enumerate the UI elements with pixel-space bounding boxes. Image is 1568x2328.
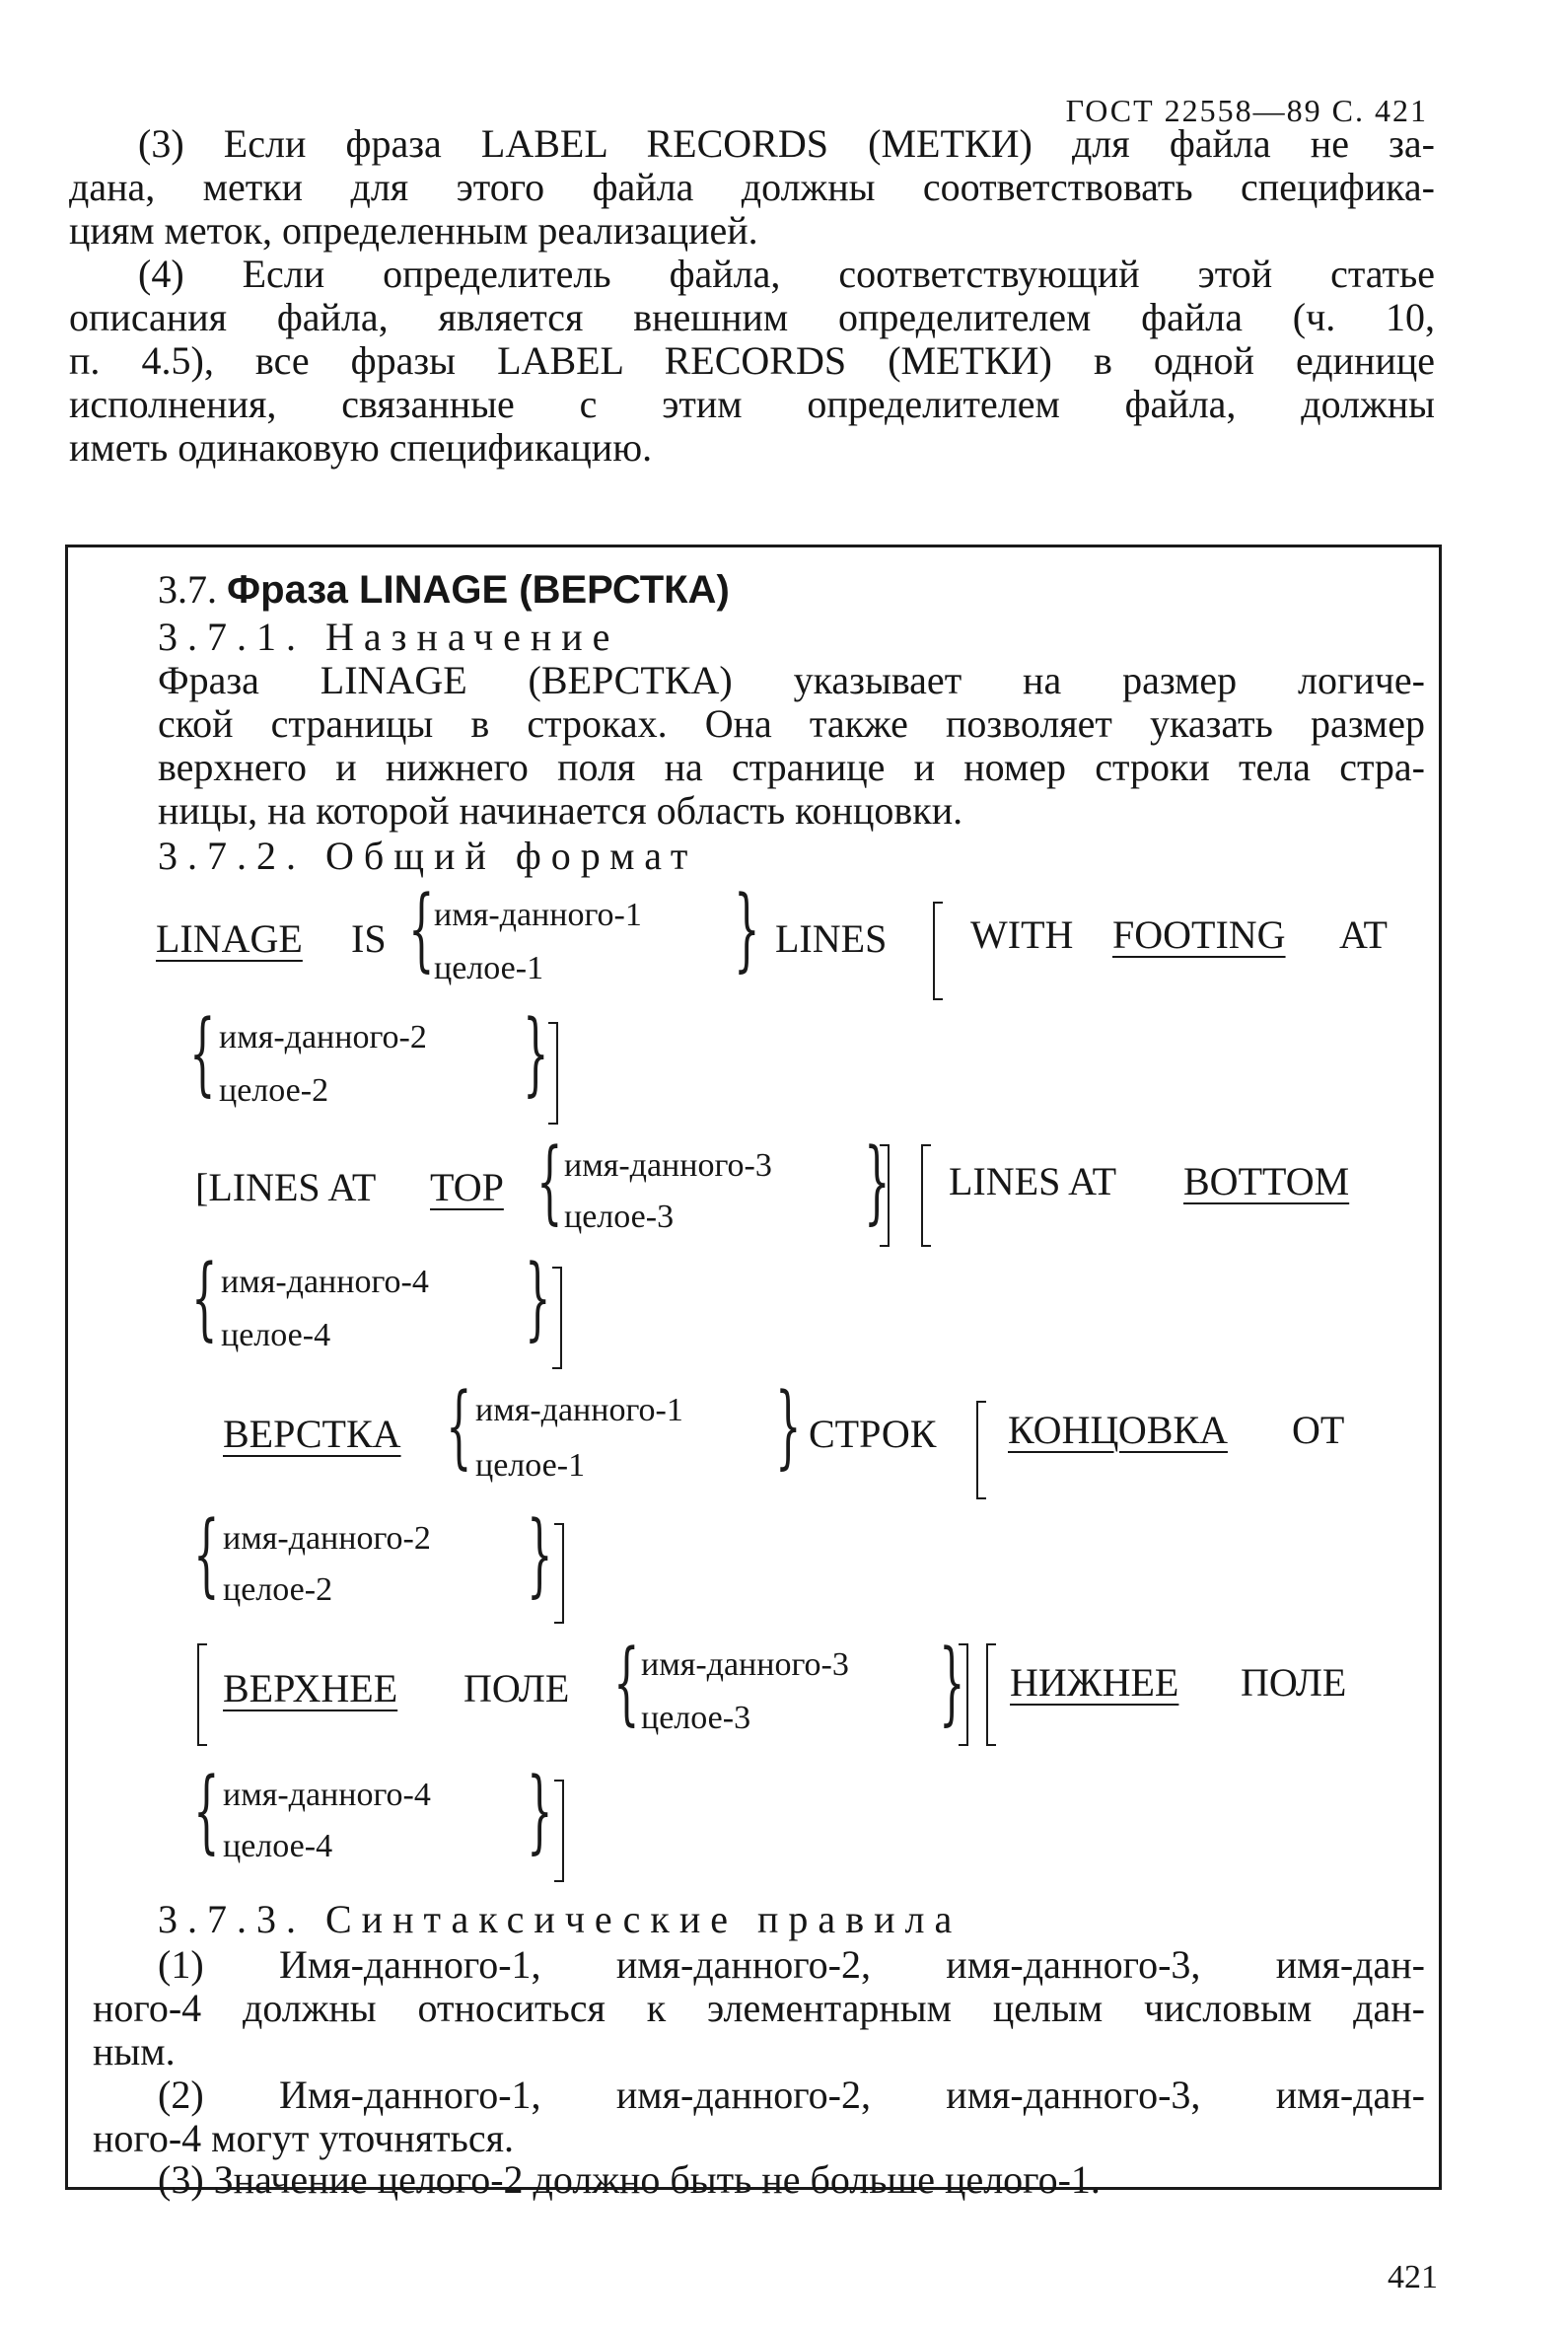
syntax-line: (3) Значение целого-2 должно быть не больше целого-1. [158,2157,1101,2202]
right-bracket-icon [959,1643,968,1746]
left-brace-icon: { [193,1758,220,1863]
left-bracket-icon [976,1401,986,1499]
alt-data-name-3: имя-данного-3 [564,1147,772,1184]
right-brace-icon: } [734,876,760,982]
kw-is: IS [351,916,387,961]
paragraph-line: дана, метки для этого файла должны соответствовать специфика- [69,165,1435,209]
alt-data-name-4: имя-данного-4 [221,1264,429,1300]
right-bracket-icon [548,1022,558,1125]
kw-bottom: BOTTOM [1183,1159,1350,1203]
kw-ot: ОТ [1292,1408,1345,1452]
right-bracket-icon [552,1267,562,1369]
kw-verkhnee: ВЕРХНЕЕ [223,1666,398,1710]
kw-footing: FOOTING [1112,912,1286,957]
right-brace-icon: } [864,1128,891,1234]
kw-with: WITH [970,912,1074,957]
syntax-heading: 3.7.3. Синтаксические правила [158,1897,962,1941]
kw-lines-at: LINES AT [949,1159,1116,1203]
box-left-rule [65,545,68,2190]
section-number: 3.7. [158,567,227,612]
kw-pole: ПОЛЕ [1241,1660,1347,1705]
purpose-line: ницы, на которой начинается область концовки. [158,788,963,833]
syntax-line: (2) Имя-данного-1, имя-данного-2, имя-данного-3, имя-дан- [158,2073,1425,2117]
left-bracket-icon [933,902,943,1000]
right-brace-icon: } [525,1245,551,1350]
paragraph-line: (3) Если фраза LABEL RECORDS (МЕТКИ) для файла не за- [138,121,1435,166]
kw-kontsovka: КОНЦОВКА [1008,1408,1228,1452]
left-brace-icon: { [191,1245,218,1350]
paragraph-line: циям меток, определенным реализацией. [69,208,758,253]
paragraph-line: исполнения, связанные с этим определителем файла, должны [69,382,1435,426]
left-brace-icon: { [189,1000,216,1106]
paragraph-line: описания файла, является внешним определителем файла (ч. 10, [69,295,1435,339]
purpose-line: ской страницы в строках. Она также позволяет указать размер [158,701,1425,746]
syntax-line: ного-4 должны относиться к элементарным целым числовым дан- [93,1986,1425,2030]
purpose-heading: 3.7.1. Назначение [158,615,620,659]
left-bracket-icon [986,1643,996,1746]
kw-linage: LINAGE [156,916,303,961]
right-bracket-icon [880,1144,890,1247]
syntax-line: (1) Имя-данного-1, имя-данного-2, имя-данного-3, имя-дан- [158,1942,1425,1987]
left-bracket-icon [921,1144,931,1247]
alt-integer-1: целое-1 [434,950,544,986]
left-bracket-icon [197,1643,207,1746]
syntax-line: ным. [93,2029,176,2073]
alt-data-name-4: имя-данного-4 [223,1777,431,1813]
alt-integer-2: целое-2 [223,1571,333,1608]
box-top-rule [65,545,1442,547]
section-title [158,568,1524,612]
left-brace-icon: { [613,1630,640,1735]
page-header: ГОСТ 22558—89 С. 421 [1065,93,1428,128]
kw-verstka: ВЕРСТКА [223,1412,401,1456]
format-heading: 3.7.2. Общий формат [158,834,698,878]
alt-integer-1: целое-1 [475,1447,586,1484]
right-bracket-icon [554,1780,564,1882]
alt-integer-3: целое-3 [641,1700,751,1736]
alt-integer-4: целое-4 [221,1317,331,1353]
right-brace-icon: } [523,1000,549,1106]
kw-top: TOP [430,1165,504,1209]
left-brace-icon: { [536,1128,563,1234]
right-brace-icon: } [527,1501,553,1607]
alt-data-name-1: имя-данного-1 [475,1392,683,1428]
kw-nizhnee: НИЖНЕЕ [1010,1660,1179,1705]
alt-data-name-3: имя-данного-3 [641,1646,849,1683]
alt-data-name-1: имя-данного-1 [434,897,642,933]
page-number: 421 [1388,2259,1438,2295]
purpose-line: верхнего и нижнего поля на странице и номер строки тела стра- [158,745,1425,789]
left-brace-icon: { [446,1373,472,1479]
kw-pole: ПОЛЕ [463,1666,570,1710]
alt-integer-2: целое-2 [219,1072,329,1109]
kw-at: AT [1339,912,1388,957]
purpose-line: Фраза LINAGE (ВЕРСТКА) указывает на размер логиче- [158,658,1425,702]
right-bracket-icon [554,1523,564,1624]
paragraph-line: (4) Если определитель файла, соответствующий этой статье [138,252,1435,296]
kw-lines: LINES [775,916,888,961]
section-title-text: Фраза LINAGE (ВЕРСТКА) [227,568,730,612]
kw-strok: СТРОК [809,1412,937,1456]
left-brace-icon: { [193,1501,220,1607]
alt-data-name-2: имя-данного-2 [223,1520,431,1557]
alt-integer-3: целое-3 [564,1199,675,1235]
right-brace-icon: } [527,1758,553,1863]
left-brace-icon: { [408,876,435,982]
right-brace-icon: } [775,1373,802,1479]
paragraph-line: иметь одинаковую спецификацию. [69,425,653,470]
kw-lines-at: [LINES AT [195,1165,377,1209]
syntax-line: ного-4 могут уточняться. [93,2116,515,2160]
alt-data-name-2: имя-данного-2 [219,1019,427,1055]
alt-integer-4: целое-4 [223,1828,333,1864]
right-brace-icon: } [939,1630,965,1735]
paragraph-line: п. 4.5), все фразы LABEL RECORDS (МЕТКИ) в одной единице [69,338,1435,383]
